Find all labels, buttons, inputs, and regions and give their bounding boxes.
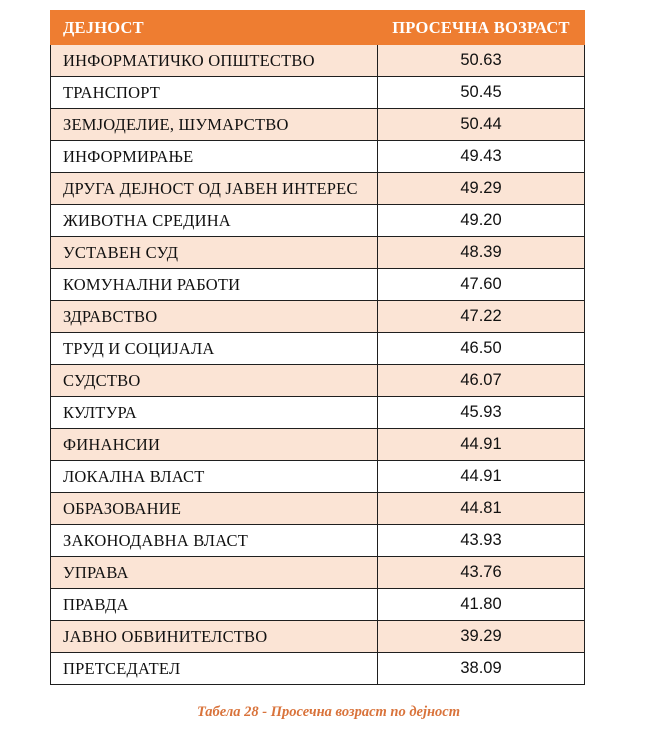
average-age-cell: 39.29 xyxy=(378,621,585,653)
table-row xyxy=(51,45,585,77)
activity-cell: ТРАНСПОРТ xyxy=(51,77,378,109)
average-age-cell: 49.20 xyxy=(378,205,585,237)
table-row xyxy=(51,173,585,205)
table-row xyxy=(51,301,585,333)
activity-cell: ОБРАЗОВАНИЕ xyxy=(51,493,378,525)
average-age-cell: 50.44 xyxy=(378,109,585,141)
table-row xyxy=(51,333,585,365)
activity-cell: КОМУНАЛНИ РАБОТИ xyxy=(51,269,378,301)
average-age-cell: 46.50 xyxy=(378,333,585,365)
activity-cell: ИНФОРМАТИЧКО ОПШТЕСТВО xyxy=(51,45,378,77)
activity-cell: УСТАВЕН СУД xyxy=(51,237,378,269)
table-row xyxy=(51,557,585,589)
table-row xyxy=(51,365,585,397)
average-age-cell: 41.80 xyxy=(378,589,585,621)
activity-cell: ТРУД И СОЦИЈАЛА xyxy=(51,333,378,365)
average-age-cell: 47.22 xyxy=(378,301,585,333)
table-row xyxy=(51,205,585,237)
average-age-cell: 43.76 xyxy=(378,557,585,589)
table-row xyxy=(51,397,585,429)
table-caption: Табела 28 - Просечна возраст по дејност xyxy=(196,704,461,720)
average-age-cell: 49.43 xyxy=(378,141,585,173)
activity-cell: КУЛТУРА xyxy=(51,397,378,429)
table-header xyxy=(51,11,585,45)
average-age-cell: 45.93 xyxy=(378,397,585,429)
table-body xyxy=(51,45,585,685)
table-row xyxy=(51,429,585,461)
average-age-cell: 44.81 xyxy=(378,493,585,525)
activity-cell: ЗАКОНОДАВНА ВЛАСТ xyxy=(51,525,378,557)
activity-column-header: ДЕЈНОСТ xyxy=(51,11,378,45)
average-age-table-container xyxy=(50,10,584,685)
average-age-cell: 50.63 xyxy=(378,45,585,77)
table-row xyxy=(51,237,585,269)
activity-cell: ЗЕМЈОДЕЛИЕ, ШУМАРСТВО xyxy=(51,109,378,141)
average-age-cell: 47.60 xyxy=(378,269,585,301)
table-row xyxy=(51,109,585,141)
average-age-cell: 43.93 xyxy=(378,525,585,557)
activity-cell: ЛОКАЛНА ВЛАСТ xyxy=(51,461,378,493)
average-age-cell: 44.91 xyxy=(378,429,585,461)
activity-cell: СУДСТВО xyxy=(51,365,378,397)
average-age-column-header: ПРОСЕЧНА ВОЗРАСТ xyxy=(378,11,585,45)
table-row xyxy=(51,269,585,301)
activity-cell: ДРУГА ДЕЈНОСТ ОД ЈАВЕН ИНТЕРЕС xyxy=(51,173,378,205)
average-age-cell: 48.39 xyxy=(378,237,585,269)
average-age-cell: 46.07 xyxy=(378,365,585,397)
table-row xyxy=(51,493,585,525)
activity-cell: ЗДРАВСТВО xyxy=(51,301,378,333)
activity-cell: ПРАВДА xyxy=(51,589,378,621)
average-age-table xyxy=(50,10,585,685)
activity-cell: ПРЕТСЕДАТЕЛ xyxy=(51,653,378,685)
average-age-cell: 44.91 xyxy=(378,461,585,493)
average-age-cell: 49.29 xyxy=(378,173,585,205)
header-row xyxy=(51,11,585,45)
table-row xyxy=(51,653,585,685)
table-row xyxy=(51,461,585,493)
table-row xyxy=(51,525,585,557)
table-row xyxy=(51,141,585,173)
table-row xyxy=(51,77,585,109)
activity-cell: ФИНАНСИИ xyxy=(51,429,378,461)
table-row xyxy=(51,621,585,653)
average-age-cell: 50.45 xyxy=(378,77,585,109)
activity-cell: ЖИВОТНА СРЕДИНА xyxy=(51,205,378,237)
activity-cell: УПРАВА xyxy=(51,557,378,589)
average-age-cell: 38.09 xyxy=(378,653,585,685)
table-row xyxy=(51,589,585,621)
activity-cell: ИНФОРМИРАЊЕ xyxy=(51,141,378,173)
activity-cell: ЈАВНО ОБВИНИТЕЛСТВО xyxy=(51,621,378,653)
